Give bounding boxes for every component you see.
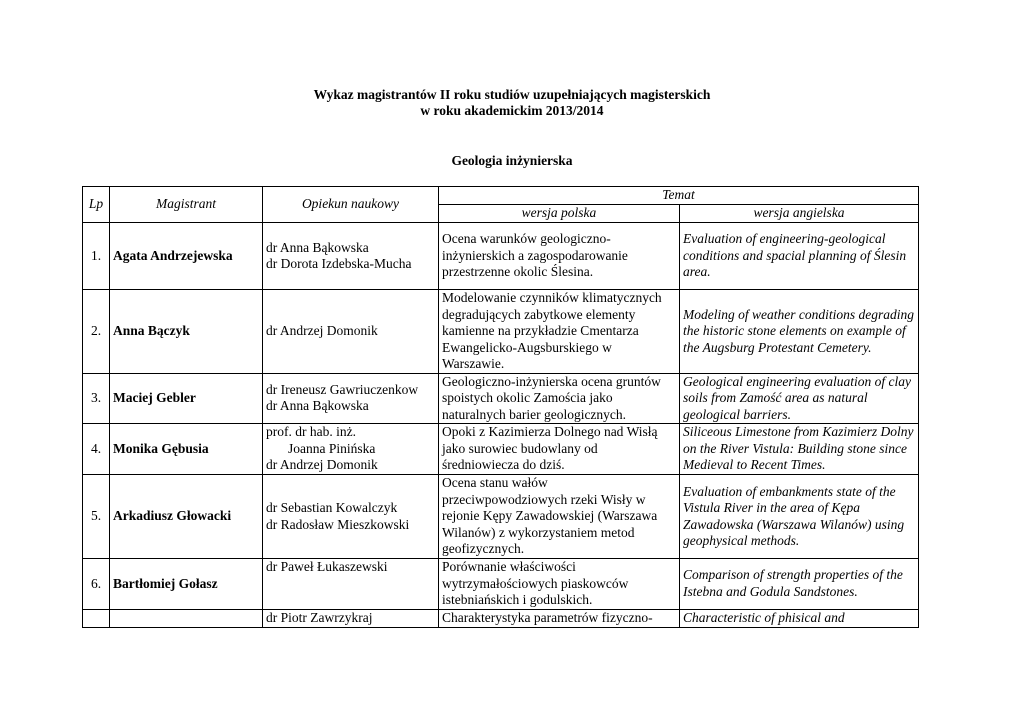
row-number: 5. (83, 475, 110, 559)
header-student: Magistrant (110, 187, 263, 223)
topic-en: Modeling of weather conditions degrading the historic stone elements on example of the Augsburg Protestant Cemetery. (680, 290, 919, 374)
topic-pl: Geologiczno-inżynierska ocena gruntów spoistych okolic Zamościa jako naturalnych barier geologicznych. (439, 373, 680, 424)
student-name: Arkadiusz Głowacki (110, 475, 263, 559)
row-number: 3. (83, 373, 110, 424)
student-name (110, 609, 263, 627)
header-topic-pl: wersja polska (439, 205, 680, 223)
topic-en: Geological engineering evaluation of clay soils from Zamość area as natural geological barriers. (680, 373, 919, 424)
topic-pl: Charakterystyka parametrów fizyczno- (439, 609, 680, 627)
supervisor (263, 373, 439, 424)
header-supervisor: Opiekun naukowy (263, 187, 439, 223)
document-title-line2: w roku akademickim 2013/2014 (420, 103, 604, 118)
student-name: Bartłomiej Gołasz (110, 559, 263, 610)
supervisor-line: dr Radosław Mieszkowski (266, 516, 410, 532)
supervisor (263, 475, 439, 559)
row-number: 6. (83, 559, 110, 610)
table-row (83, 559, 919, 610)
supervisor-line: dr Andrzej Domonik (266, 457, 378, 473)
table-row (83, 223, 919, 290)
topic-pl: Porównanie właściwości wytrzymałościowych piaskowców istebniańskich i godulskich. (439, 559, 680, 610)
row-number (83, 609, 110, 627)
supervisor (263, 609, 439, 627)
student-name: Anna Bączyk (110, 290, 263, 374)
topic-en: Characteristic of phisical and (680, 609, 919, 627)
student-name: Agata Andrzejewska (110, 223, 263, 290)
supervisor-line: dr Dorota Izdebska-Mucha (266, 256, 412, 271)
table-row (83, 475, 919, 559)
student-name: Maciej Gebler (110, 373, 263, 424)
row-number: 4. (83, 424, 110, 475)
header-topic: Temat (439, 187, 919, 205)
header-lp: Lp (83, 187, 110, 223)
supervisor-line: prof. dr hab. inż. (266, 424, 356, 440)
topic-pl: Ocena warunków geologiczno-inżynierskich a zagospodarowanie przestrzenne okolic Ślesina. (439, 223, 680, 290)
topic-pl: Ocena stanu wałów przeciwpowodziowych rzeki Wisły w rejonie Kępy Zawadowskiej (Warszawa Wilanów) z wykorzystaniem metod geofizycznych. (439, 475, 680, 559)
supervisor-line: dr Ireneusz Gawriuczenkow (266, 381, 419, 397)
supervisor-line: dr Paweł Łukaszewski (266, 559, 388, 574)
supervisor-line: Joanna Pinińska (288, 440, 376, 456)
supervisor (263, 290, 439, 374)
table-row (83, 609, 919, 627)
supervisor (263, 559, 439, 610)
theses-table (82, 186, 919, 628)
topic-en: Evaluation of embankments state of the Vistula River in the area of Kępa Zawadowska (Warszawa Wilanów) using geophysical methods. (680, 475, 919, 559)
topic-pl: Opoki z Kazimierza Dolnego nad Wisłą jako surowiec budowlany od średniowiecza do dziś. (439, 424, 680, 475)
supervisor-line: dr Sebastian Kowalczyk (266, 500, 398, 515)
table-row (83, 373, 919, 424)
supervisor-line: dr Piotr Zawrzykraj (266, 609, 373, 625)
row-number: 2. (83, 290, 110, 374)
document-title-line1: Wykaz magistrantów II roku studiów uzupełniających magisterskich (313, 87, 711, 102)
supervisor (263, 424, 439, 475)
topic-pl: Modelowanie czynników klimatycznych degradujących zabytkowe elementy kamienne na przykładzie Cmentarza Ewangelicko-Augsburskiego w Warszawie. (439, 290, 680, 374)
row-number: 1. (83, 223, 110, 290)
supervisor (263, 223, 439, 290)
subject-heading: Geologia inżynierska (451, 153, 573, 168)
topic-en: Evaluation of engineering-geological conditions and spacial planning of Ślesin area. (680, 223, 919, 290)
student-name: Monika Gębusia (110, 424, 263, 475)
topic-en: Siliceous Limestone from Kazimierz Dolny on the River Vistula: Building stone since Medieval to Recent Times. (680, 424, 919, 475)
table-row (83, 424, 919, 475)
supervisor-line: dr Andrzej Domonik (266, 323, 378, 338)
supervisor-line: dr Anna Bąkowska (266, 398, 369, 414)
header-topic-en: wersja angielska (680, 205, 919, 223)
supervisor-line: dr Anna Bąkowska (266, 239, 369, 255)
topic-en: Comparison of strength properties of the Istebna and Godula Sandstones. (680, 559, 919, 610)
table-row (83, 290, 919, 374)
